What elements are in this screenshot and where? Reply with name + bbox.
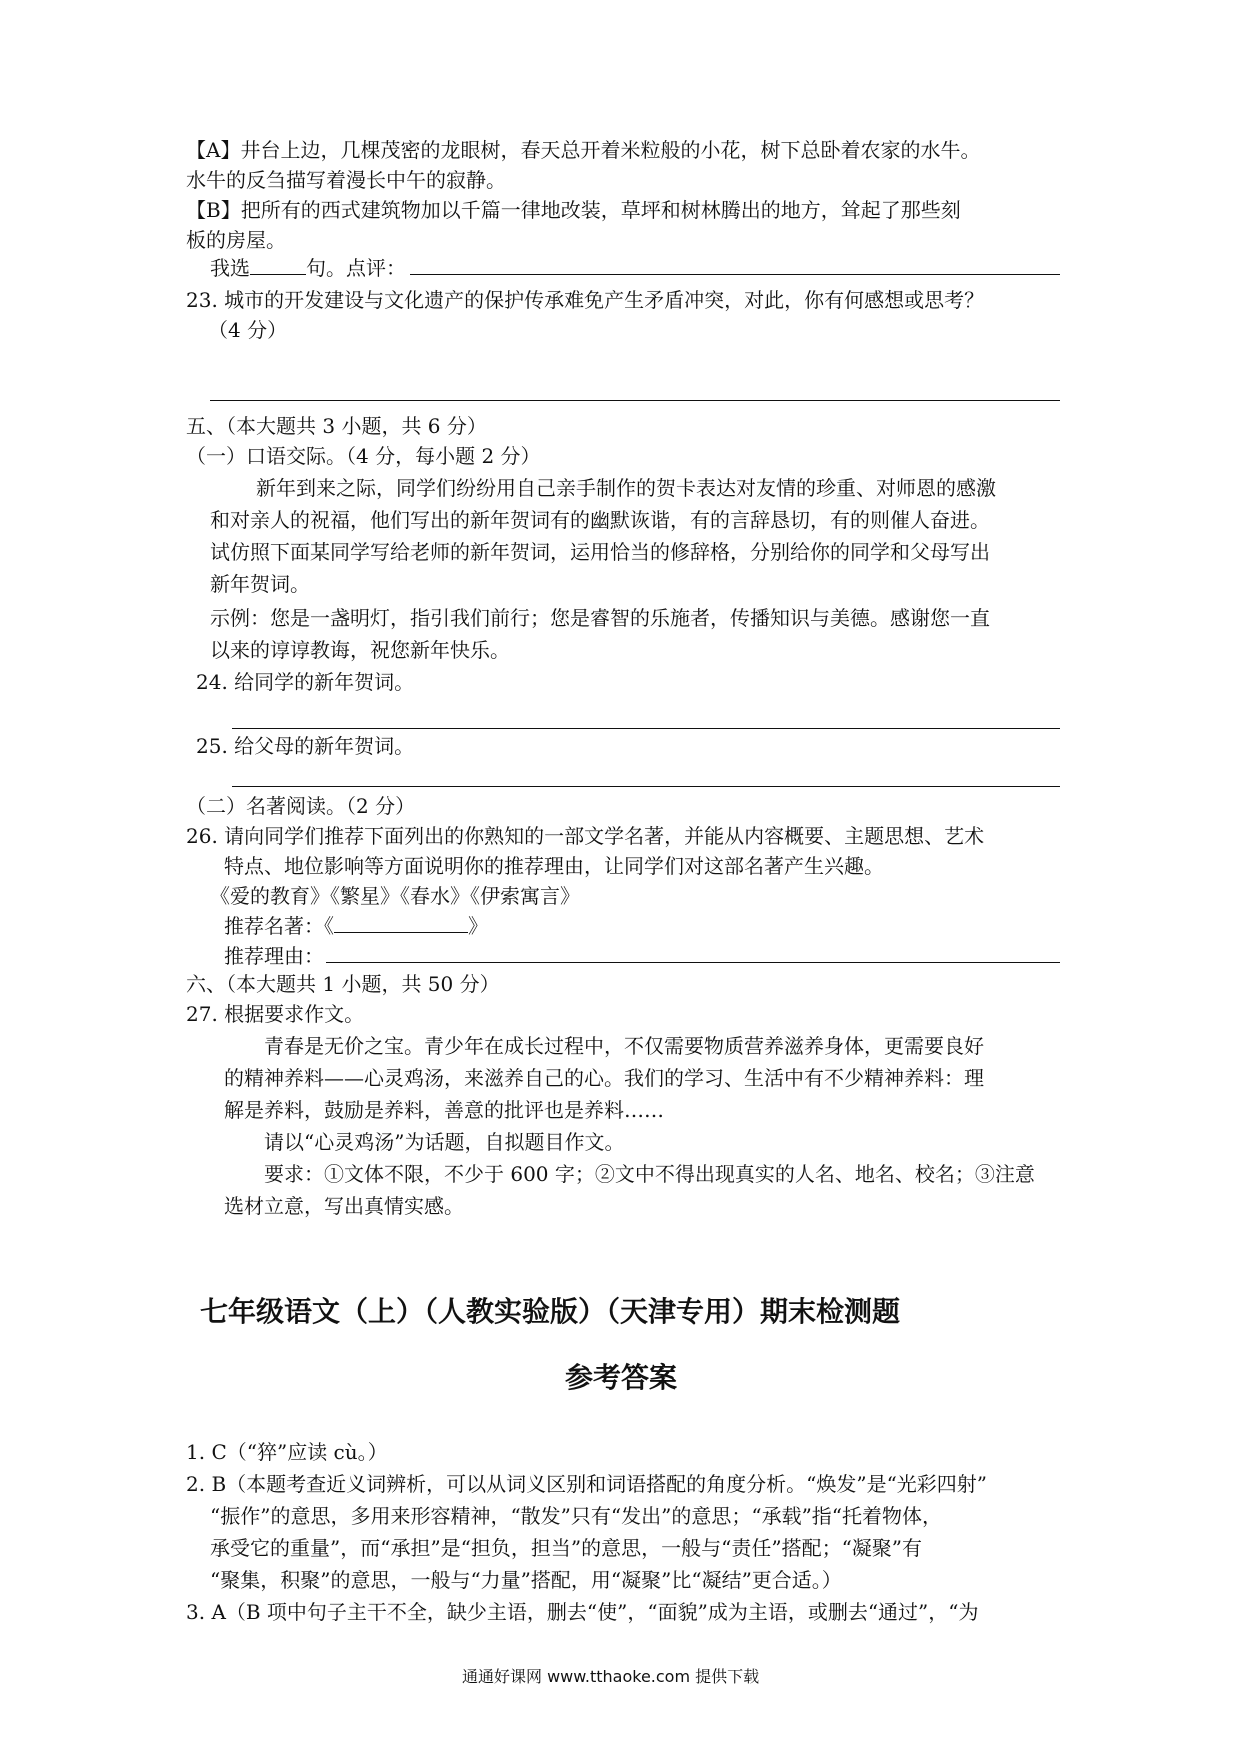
q26-rec-reason: 推荐理由： (224, 944, 324, 968)
sec6-heading: 六、（本大题共 1 小题，共 50 分） (186, 972, 500, 996)
sec5-para3: 试仿照下面某同学写给老师的新年贺词，运用恰当的修辞格，分别给你的同学和父母写出 (210, 540, 990, 564)
q27-text: 27. 根据要求作文。 (186, 1002, 365, 1026)
q27-para5: 要求：①文体不限，不少于 600 字；②文中不得出现真实的人名、地名、校名；③注意 (264, 1162, 1035, 1186)
answer-2-line1: 2. B（本题考查近义词辨析，可以从词义区别和词语搭配的角度分析。“焕发”是“光彩四射” (186, 1472, 988, 1496)
sec5-sub1: （一）口语交际。（4 分，每小题 2 分） (186, 444, 541, 468)
q27-para4: 请以“心灵鸡汤”为话题，自拟题目作文。 (264, 1130, 625, 1154)
q26-rec-name-suffix: 》 (468, 914, 488, 938)
q27-para3: 解是养料，鼓励是养料，善意的批评也是养料…… (224, 1098, 664, 1122)
q26-rec-name (224, 912, 488, 940)
q26-line1: 26. 请向同学们推荐下面列出的你熟知的一部文学名著，并能从内容概要、主题思想、艺术 (186, 824, 985, 848)
q23-line1: 23. 城市的开发建设与文化遗产的保护传承难免产生矛盾冲突，对此，你有何感想或思考？ (186, 288, 985, 312)
sec5-example1: 示例：您是一盏明灯，指引我们前行；您是睿智的乐施者，传播知识与美德。感谢您一直 (210, 606, 990, 630)
q26-book-blank[interactable] (334, 912, 468, 933)
q25-text: 25. 给父母的新年贺词。 (196, 734, 415, 758)
sec5-para4: 新年贺词。 (210, 572, 310, 596)
answer-2-line3: 承受它的重量”，而“承担”是“担负，担当”的意思，一般与“责任”搭配；“凝聚”有 (210, 1536, 923, 1560)
answer-1: 1. C（“猝”应读 cù。） (186, 1440, 388, 1464)
q27-para1: 青春是无价之宝。青少年在成长过程中，不仅需要物质营养滋养身体，更需要良好 (264, 1034, 984, 1058)
q22-comment-blank[interactable] (410, 274, 1060, 275)
answer-2-line4: “聚集，积聚”的意思，一般与“力量”搭配，用“凝聚”比“凝结”更合适。） (210, 1568, 842, 1592)
q22-choice-blank[interactable] (250, 254, 306, 275)
answers-subtitle: 参考答案 (565, 1361, 678, 1394)
sec5-para1: 新年到来之际，同学们纷纷用自己亲手制作的贺卡表达对友情的珍重、对师恩的感激 (256, 476, 996, 500)
q22-option-b-line1: 【B】把所有的西式建筑物加以千篇一律地改装，草坪和树林腾出的地方，耸起了那些刻 (186, 198, 961, 222)
q24-text: 24. 给同学的新年贺词。 (196, 670, 415, 694)
q25-answer-blank[interactable] (232, 786, 1060, 787)
page-footer: 通通好课网 www.tthaoke.com 提供下载 (462, 1667, 760, 1686)
q22-option-a-line2: 水牛的反刍描写着漫长中午的寂静。 (186, 168, 506, 192)
answer-2-line2: “振作”的意思，多用来形容精神，“散发”只有“发出”的意思；“承载”指“托着物体， (210, 1504, 943, 1528)
q22-option-b-line2: 板的房屋。 (186, 228, 286, 252)
sec5-example2: 以来的谆谆教诲，祝您新年快乐。 (210, 638, 510, 662)
q22-choice-mid: 句。点评： (306, 256, 406, 280)
q23-answer-blank[interactable] (210, 400, 1060, 401)
q24-answer-blank[interactable] (232, 728, 1060, 729)
q22-option-a-line1: 【A】井台上边，几棵茂密的龙眼树，春天总开着米粒般的小花，树下总卧着农家的水牛。 (186, 138, 981, 162)
q26-reason-blank[interactable] (326, 962, 1060, 963)
q26-books: 《爱的教育》《繁星》《春水》《伊索寓言》 (210, 884, 580, 908)
q26-line2: 特点、地位影响等方面说明你的推荐理由，让同学们对这部名著产生兴趣。 (224, 854, 884, 878)
sec5-sub2: （二）名著阅读。（2 分） (186, 794, 416, 818)
q26-rec-name-prefix: 推荐名著：《 (224, 914, 334, 938)
sec5-para2: 和对亲人的祝福，他们写出的新年贺词有的幽默诙谐，有的言辞恳切，有的则催人奋进。 (210, 508, 990, 532)
q22-choice-prefix: 我选 (210, 256, 250, 280)
q27-para6: 选材立意，写出真情实感。 (224, 1194, 464, 1218)
q27-para2: 的精神养料——心灵鸡汤，来滋养自己的心。我们的学习、生活中有不少精神养料：理 (224, 1066, 984, 1090)
answers-title: 七年级语文（上）（人教实验版）（天津专用）期末检测题 (200, 1295, 901, 1328)
q23-line2: （4 分） (208, 318, 288, 342)
sec5-heading: 五、（本大题共 3 小题，共 6 分） (186, 414, 487, 438)
q22-choice-line (210, 254, 406, 282)
answer-3-line1: 3. A（B 项中句子主干不全，缺少主语，删去“使”，“面貌”成为主语，或删去“通过”，“为 (186, 1600, 979, 1624)
